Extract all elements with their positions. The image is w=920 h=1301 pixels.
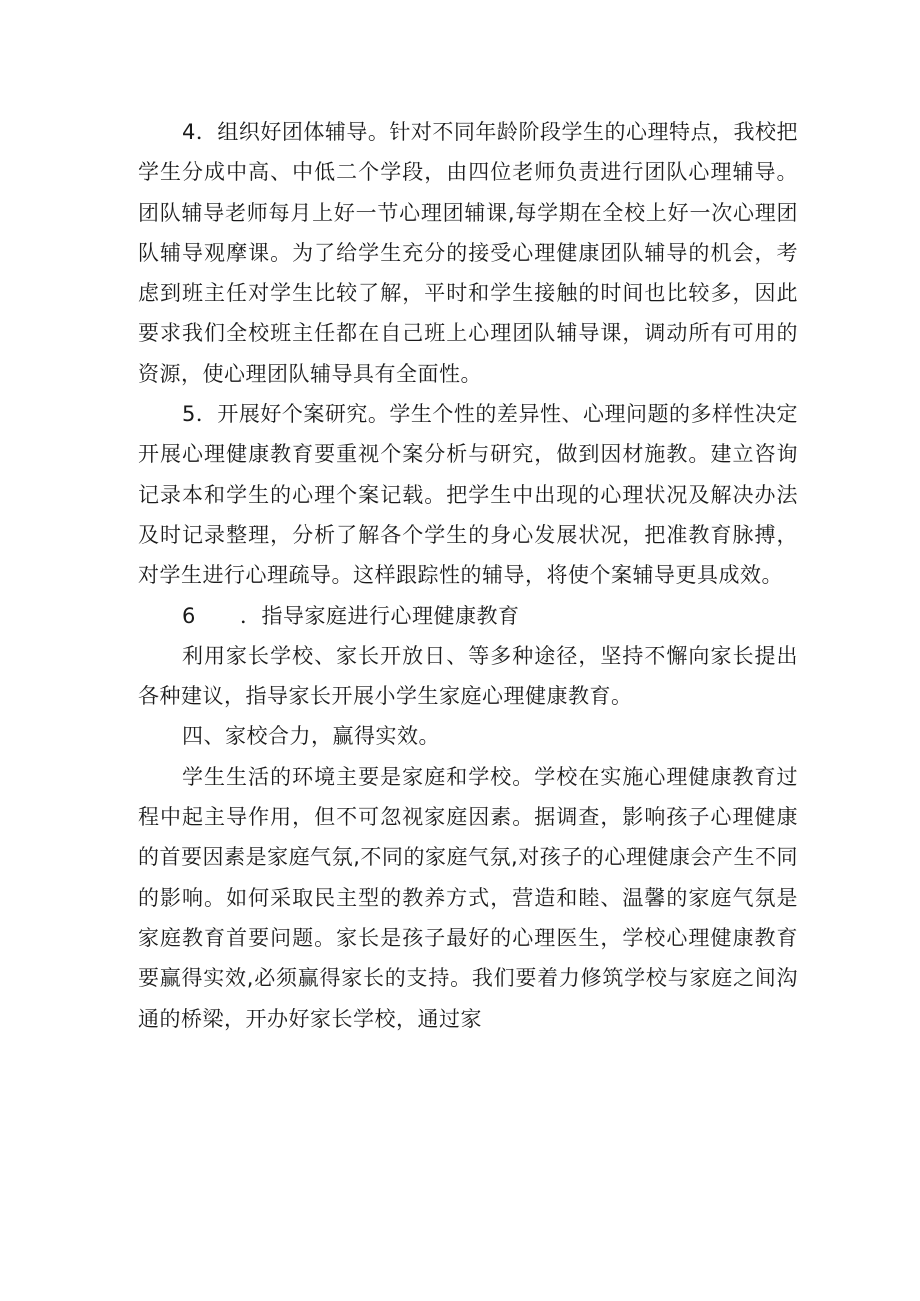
heading-6-text: ．指导家庭进行心理健康教育 [240,603,520,628]
section-4-title: 四、家校合力，赢得实效。 [182,724,440,749]
paragraph-6-body: 利用家长学校、家长开放日、等多种途径，坚持不懈向家长提出各种建议，指导家长开展小学生家庭心理健康教育。 [138,643,798,709]
heading-6-family-guidance [138,596,798,636]
section-4-body: 学生生活的环境主要是家庭和学校。学校在实施心理健康教育过程中起主导作用，但不可忽视家庭因素。据调查，影响孩子心理健康的首要因素是家庭气氛,不同的家庭气氛,对孩子的心理健康会产生不同的影响。如何采取民主型的教养方式，营造和睦、温馨的家庭气氛是家庭教育首要问题。家长是孩子最好的心理医生，学校心理健康教育要赢得实效,必须赢得家长的支持。我们要着力修筑学校与家庭之间沟通的桥梁，开办好家长学校，通过家 [138,764,798,1031]
document-page [138,112,798,1039]
paragraph-5-case-study: 5．开展好个案研究。学生个性的差异性、心理问题的多样性决定开展心理健康教育要重视个案分析与研究，做到因材施教。建立咨询记录本和学生的心理个案记载。把学生中出现的心理状况及解决办法及时记录整理，分析了解各个学生的身心发展状况，把准教育脉搏，对学生进行心理疏导。这样跟踪性的辅导，将使个案辅导更具成效。 [138,402,798,588]
paragraph-4-group-counseling: 4．组织好团体辅导。针对不同年龄阶段学生的心理特点，我校把学生分成中高、中低二个学段，由四位老师负责进行团队心理辅导。团队辅导老师每月上好一节心理团辅课,每学期在全校上好一次心理团队辅导观摩课。为了给学生充分的接受心理健康团队辅导的机会，考虑到班主任对学生比较了解，平时和学生接触的时间也比较多，因此要求我们全校班主任都在自己班上心理团队辅导课，调动所有可用的资源，使心理团队辅导具有全面性。 [138,120,798,386]
heading-6-number: 6 [182,603,196,628]
